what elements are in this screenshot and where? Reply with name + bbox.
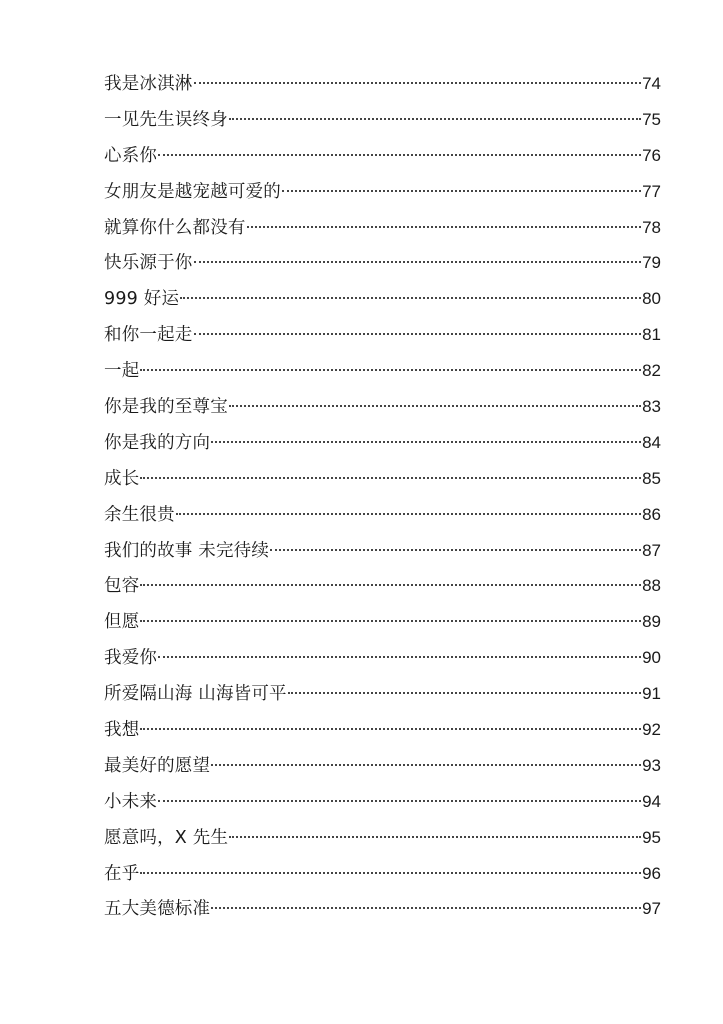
toc-entry-title: 一起 [104, 361, 140, 382]
toc-entry-page-number: 96 [642, 863, 661, 883]
toc-entry[interactable] [104, 748, 661, 784]
toc-dot-leader [158, 800, 641, 802]
toc-dot-leader [211, 441, 641, 443]
toc-dot-leader [194, 261, 642, 263]
toc-entry[interactable] [104, 856, 661, 892]
toc-entry-title: 我是冰淇淋 [104, 74, 193, 94]
toc-entry[interactable] [104, 568, 661, 604]
toc-dot-leader [140, 620, 641, 622]
toc-entry[interactable] [104, 353, 661, 389]
toc-dot-leader [176, 513, 641, 515]
toc-dot-leader [288, 692, 641, 694]
table-of-contents [104, 66, 661, 927]
toc-dot-leader [140, 477, 641, 479]
toc-entry-title: 我想 [104, 720, 140, 741]
toc-entry[interactable] [104, 174, 661, 210]
toc-entry-page-number: 80 [642, 289, 661, 309]
toc-entry[interactable] [104, 891, 661, 927]
toc-entry-title: 快乐源于你 [104, 253, 193, 274]
toc-entry[interactable] [104, 138, 661, 174]
toc-entry-page-number: 79 [642, 253, 661, 273]
toc-entry-title: 成长 [104, 468, 140, 489]
toc-entry-page-number: 75 [642, 109, 661, 129]
toc-dot-leader [270, 549, 641, 551]
toc-entry[interactable] [104, 317, 661, 353]
toc-dot-leader [194, 333, 642, 335]
toc-entry-title: 我爱你 [104, 648, 158, 669]
toc-dot-leader [229, 118, 641, 120]
toc-dot-leader [229, 836, 641, 838]
toc-entry-page-number: 81 [642, 325, 661, 345]
toc-entry-title: 但愿 [104, 612, 140, 633]
toc-entry-title: 所爱隔山海 山海皆可平 [104, 684, 287, 705]
toc-dot-leader [194, 82, 642, 84]
toc-entry-title: 余生很贵 [104, 504, 175, 525]
toc-entry-title: 女朋友是越宠越可爱的 [104, 181, 281, 202]
toc-entry[interactable] [104, 389, 661, 425]
toc-entry-title: 就算你什么都没有 [104, 217, 246, 238]
toc-entry-page-number: 94 [642, 791, 661, 811]
toc-entry[interactable] [104, 820, 661, 856]
toc-dot-leader [158, 656, 641, 658]
toc-entry-page-number: 95 [642, 827, 661, 847]
toc-dot-leader [211, 764, 641, 766]
toc-entry-title: 你是我的方向 [104, 432, 211, 453]
toc-entry[interactable] [104, 497, 661, 533]
toc-entry-title: 心系你 [104, 145, 158, 166]
toc-entry[interactable] [104, 676, 661, 712]
toc-entry-page-number: 78 [642, 217, 661, 237]
toc-entry-title: 你是我的至尊宝 [104, 397, 228, 418]
toc-entry-page-number: 93 [642, 755, 661, 775]
toc-entry-title: 在乎 [104, 863, 140, 884]
toc-entry-title: 五大美德标准 [104, 899, 211, 920]
toc-entry-title: 愿意吗，X 先生 [104, 827, 229, 848]
toc-entry[interactable] [104, 102, 661, 138]
toc-entry-title: 一见先生误终身 [104, 109, 228, 130]
toc-entry[interactable] [104, 604, 661, 640]
toc-entry-page-number: 83 [642, 397, 661, 417]
toc-entry-page-number: 76 [642, 145, 661, 165]
toc-entry[interactable] [104, 425, 661, 461]
toc-entry-title: 和你一起走 [104, 325, 193, 346]
toc-dot-leader [140, 728, 641, 730]
toc-entry-title: 最美好的愿望 [104, 755, 211, 776]
toc-entry-page-number: 82 [642, 361, 661, 381]
toc-entry-title: 小未来 [104, 791, 158, 812]
toc-entry[interactable] [104, 281, 661, 317]
toc-dot-leader [158, 154, 641, 156]
toc-entry-page-number: 89 [642, 612, 661, 632]
toc-entry-page-number: 74 [642, 74, 661, 93]
toc-dot-leader [282, 190, 641, 192]
toc-entry-page-number: 84 [642, 432, 661, 452]
toc-entry[interactable] [104, 712, 661, 748]
toc-entry-page-number: 91 [642, 684, 661, 704]
toc-dot-leader [140, 872, 641, 874]
toc-dot-leader [247, 226, 641, 228]
toc-entry[interactable] [104, 640, 661, 676]
toc-entry[interactable] [104, 66, 661, 102]
toc-entry[interactable] [104, 245, 661, 281]
toc-entry[interactable] [104, 461, 661, 497]
toc-entry-page-number: 85 [642, 468, 661, 488]
toc-entry-page-number: 88 [642, 576, 661, 596]
toc-entry[interactable] [104, 784, 661, 820]
toc-dot-leader [140, 584, 641, 586]
toc-entry-page-number: 77 [642, 181, 661, 201]
toc-entry-page-number: 86 [642, 504, 661, 524]
toc-entry-page-number: 90 [642, 648, 661, 668]
toc-entry[interactable] [104, 533, 661, 569]
toc-dot-leader [229, 405, 641, 407]
toc-dot-leader [180, 297, 641, 299]
toc-entry-page-number: 92 [642, 720, 661, 740]
toc-entry-title: 包容 [104, 576, 140, 597]
toc-entry-title: 我们的故事 未完待续 [104, 540, 270, 561]
toc-entry-page-number: 97 [642, 899, 661, 919]
toc-entry[interactable] [104, 210, 661, 246]
toc-dot-leader [211, 907, 641, 909]
toc-entry-page-number: 87 [642, 540, 661, 560]
toc-entry-title: 999 好运 [104, 289, 180, 310]
toc-dot-leader [140, 369, 641, 371]
